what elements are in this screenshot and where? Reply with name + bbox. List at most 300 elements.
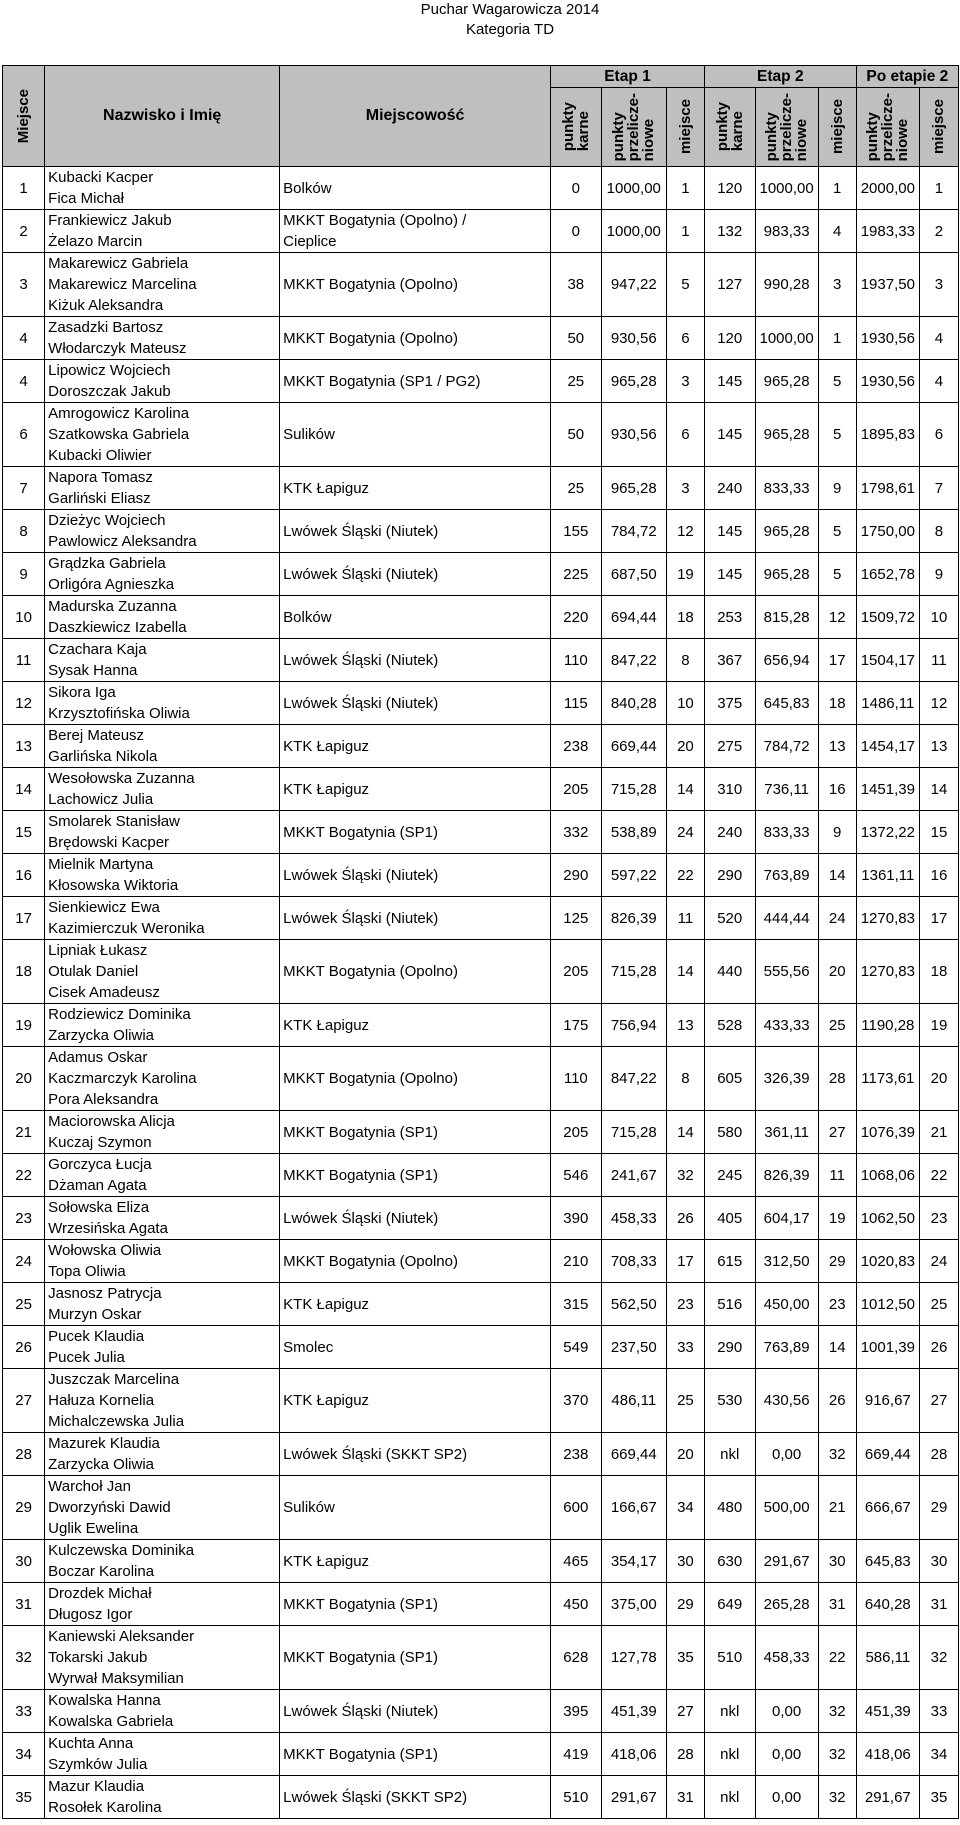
cell-e1-przeliczeniowe: 930,56 [601,317,666,360]
cell-names [45,1111,280,1154]
participant-name: Doroszczak Jakub [48,383,171,400]
table-row [3,1047,959,1111]
cell-e1-karne: 50 [551,317,602,360]
cell-names [45,725,280,768]
cell-names [45,167,280,210]
table-row [3,1690,959,1733]
cell-e2-przeliczeniowe: 784,72 [755,725,818,768]
cell-total-miejsce: 2 [919,210,958,253]
participant-name: Wesołowska Zuzanna [48,770,195,787]
cell-e2-karne: 145 [704,403,755,467]
cell-total-miejsce: 10 [919,596,958,639]
cell-e1-karne: 370 [551,1369,602,1433]
cell-total-miejsce: 3 [919,253,958,317]
cell-e2-przeliczeniowe: 965,28 [755,553,818,596]
cell-place: 1 [3,167,45,210]
cell-e2-karne: 367 [704,639,755,682]
table-header [3,66,959,167]
participant-name: Gorczyca Łucja [48,1156,152,1173]
cell-names [45,639,280,682]
cell-e2-przeliczeniowe: 0,00 [755,1433,818,1476]
table-row [3,167,959,210]
participant-name: Lipniak Łukasz [48,942,148,959]
cell-names [45,1154,280,1197]
cell-e1-karne: 110 [551,1047,602,1111]
cell-total-miejsce: 1 [919,167,958,210]
participant-name: Garlińska Nikola [48,748,158,765]
cell-place: 3 [3,253,45,317]
cell-e1-przeliczeniowe: 947,22 [601,253,666,317]
cell-city: MKKT Bogatynia (SP1) [280,1583,551,1626]
cell-city: Lwówek Śląski (Niutek) [280,682,551,725]
cell-e1-miejsce: 32 [666,1154,704,1197]
participant-name: Amrogowicz Karolina [48,405,190,422]
cell-e1-miejsce: 13 [666,1004,704,1047]
participant-name: Zarzycka Oliwia [48,1027,155,1044]
cell-total-miejsce: 32 [919,1626,958,1690]
cell-e1-przeliczeniowe: 715,28 [601,768,666,811]
cell-e1-przeliczeniowe: 538,89 [601,811,666,854]
cell-e1-miejsce: 27 [666,1690,704,1733]
cell-names [45,1004,280,1047]
cell-e1-miejsce: 6 [666,403,704,467]
cell-names [45,1369,280,1433]
cell-e1-miejsce: 1 [666,167,704,210]
table-row [3,768,959,811]
cell-e1-miejsce: 25 [666,1369,704,1433]
cell-e2-karne: 275 [704,725,755,768]
cell-e1-przeliczeniowe: 486,11 [601,1369,666,1433]
participant-name: Kaniewski Aleksander [48,1628,195,1645]
cell-total-przeliczeniowe: 1652,78 [856,553,919,596]
cell-e1-karne: 125 [551,897,602,940]
cell-city: MKKT Bogatynia (SP1) [280,1154,551,1197]
cell-e2-karne: 240 [704,811,755,854]
cell-e1-miejsce: 26 [666,1197,704,1240]
cell-city: Lwówek Śląski (Niutek) [280,510,551,553]
cell-e2-przeliczeniowe: 983,33 [755,210,818,253]
cell-e1-karne: 25 [551,467,602,510]
cell-e1-przeliczeniowe: 669,44 [601,725,666,768]
cell-e1-miejsce: 19 [666,553,704,596]
cell-e1-przeliczeniowe: 826,39 [601,897,666,940]
cell-total-przeliczeniowe: 1895,83 [856,403,919,467]
cell-e1-przeliczeniowe: 375,00 [601,1583,666,1626]
participant-name: Cisek Amadeusz [48,984,160,1001]
table-row [3,403,959,467]
cell-total-przeliczeniowe: 1930,56 [856,317,919,360]
table-row [3,682,959,725]
table-row [3,639,959,682]
cell-total-miejsce: 34 [919,1733,958,1776]
cell-names [45,1283,280,1326]
cell-city: MKKT Bogatynia (SP1) [280,1733,551,1776]
header-e1-miejsce: miejsce [666,88,704,167]
cell-total-przeliczeniowe: 1190,28 [856,1004,919,1047]
cell-place: 16 [3,854,45,897]
cell-names [45,768,280,811]
cell-e2-miejsce: 25 [818,1004,856,1047]
cell-total-przeliczeniowe: 586,11 [856,1626,919,1690]
cell-e1-karne: 155 [551,510,602,553]
cell-city: KTK Łapiguz [280,1369,551,1433]
cell-city: KTK Łapiguz [280,1540,551,1583]
cell-total-przeliczeniowe: 1937,50 [856,253,919,317]
cell-e2-karne: 290 [704,1326,755,1369]
cell-e1-przeliczeniowe: 241,67 [601,1154,666,1197]
cell-total-miejsce: 15 [919,811,958,854]
cell-e1-miejsce: 8 [666,1047,704,1111]
cell-place: 23 [3,1197,45,1240]
cell-names [45,1583,280,1626]
cell-e1-przeliczeniowe: 166,67 [601,1476,666,1540]
cell-e2-miejsce: 22 [818,1626,856,1690]
cell-e1-karne: 390 [551,1197,602,1240]
cell-total-miejsce: 28 [919,1433,958,1476]
cell-e2-karne: 480 [704,1476,755,1540]
cell-names [45,210,280,253]
cell-city: Smolec [280,1326,551,1369]
participant-name: Tokarski Jakub [48,1649,148,1666]
cell-total-miejsce: 4 [919,360,958,403]
cell-place: 24 [3,1240,45,1283]
cell-e1-miejsce: 14 [666,940,704,1004]
cell-e1-miejsce: 12 [666,510,704,553]
table-row [3,1240,959,1283]
cell-names [45,360,280,403]
cell-e1-karne: 600 [551,1476,602,1540]
cell-e1-miejsce: 3 [666,467,704,510]
cell-total-miejsce: 19 [919,1004,958,1047]
cell-names [45,1326,280,1369]
cell-e2-przeliczeniowe: 0,00 [755,1733,818,1776]
participant-name: Sienkiewicz Ewa [48,899,160,916]
cell-e1-karne: 332 [551,811,602,854]
cell-e1-karne: 510 [551,1776,602,1819]
cell-names [45,1690,280,1733]
cell-e2-miejsce: 31 [818,1583,856,1626]
cell-e2-miejsce: 29 [818,1240,856,1283]
cell-city: MKKT Bogatynia (SP1) [280,811,551,854]
cell-total-przeliczeniowe: 1076,39 [856,1111,919,1154]
participant-name: Napora Tomasz [48,469,153,486]
cell-e1-karne: 238 [551,1433,602,1476]
cell-e2-karne: 120 [704,167,755,210]
cell-city: Bolków [280,596,551,639]
cell-total-przeliczeniowe: 645,83 [856,1540,919,1583]
cell-e2-karne: 245 [704,1154,755,1197]
cell-city: Lwówek Śląski (Niutek) [280,897,551,940]
cell-total-miejsce: 17 [919,897,958,940]
participant-name: Uglik Ewelina [48,1520,139,1537]
table-row [3,1369,959,1433]
cell-total-przeliczeniowe: 1930,56 [856,360,919,403]
cell-e2-przeliczeniowe: 291,67 [755,1540,818,1583]
cell-total-przeliczeniowe: 291,67 [856,1776,919,1819]
participant-name: Wyrwał Maksymilian [48,1670,184,1687]
participant-name: Szymków Julia [48,1756,148,1773]
cell-e2-miejsce: 18 [818,682,856,725]
results-table [2,65,959,1819]
cell-e1-miejsce: 3 [666,360,704,403]
cell-e2-miejsce: 5 [818,510,856,553]
cell-e2-przeliczeniowe: 444,44 [755,897,818,940]
cell-e1-przeliczeniowe: 756,94 [601,1004,666,1047]
cell-total-miejsce: 24 [919,1240,958,1283]
page-subtitle: Kategoria TD [465,21,555,38]
cell-e2-przeliczeniowe: 458,33 [755,1626,818,1690]
participant-name: Michalczewska Julia [48,1413,185,1430]
table-row [3,1733,959,1776]
cell-e2-miejsce: 32 [818,1733,856,1776]
cell-e1-miejsce: 29 [666,1583,704,1626]
cell-e2-karne: 132 [704,210,755,253]
cell-e1-miejsce: 24 [666,811,704,854]
cell-names [45,682,280,725]
cell-e1-karne: 549 [551,1326,602,1369]
cell-e1-karne: 546 [551,1154,602,1197]
cell-city: KTK Łapiguz [280,467,551,510]
cell-e1-karne: 205 [551,1111,602,1154]
cell-e2-karne: 253 [704,596,755,639]
participant-name: Dworzyński Dawid [48,1499,171,1516]
cell-e1-miejsce: 34 [666,1476,704,1540]
cell-total-przeliczeniowe: 1504,17 [856,639,919,682]
cell-e1-przeliczeniowe: 715,28 [601,1111,666,1154]
cell-e2-miejsce: 32 [818,1433,856,1476]
cell-e1-karne: 210 [551,1240,602,1283]
cell-e1-przeliczeniowe: 847,22 [601,1047,666,1111]
cell-e1-karne: 628 [551,1626,602,1690]
header-e2-miejsce: miejsce [818,88,856,167]
cell-e2-przeliczeniowe: 604,17 [755,1197,818,1240]
cell-total-przeliczeniowe: 1486,11 [856,682,919,725]
cell-place: 9 [3,553,45,596]
cell-e1-miejsce: 28 [666,1733,704,1776]
cell-place: 22 [3,1154,45,1197]
cell-city: KTK Łapiguz [280,1283,551,1326]
cell-names [45,854,280,897]
cell-names [45,1476,280,1540]
cell-place: 17 [3,897,45,940]
cell-e2-przeliczeniowe: 1000,00 [755,167,818,210]
cell-total-miejsce: 21 [919,1111,958,1154]
cell-e1-przeliczeniowe: 562,50 [601,1283,666,1326]
cell-e1-karne: 110 [551,639,602,682]
cell-names [45,1540,280,1583]
cell-total-przeliczeniowe: 1270,83 [856,940,919,1004]
cell-total-miejsce: 35 [919,1776,958,1819]
cell-e1-karne: 450 [551,1583,602,1626]
cell-city: Lwówek Śląski (Niutek) [280,854,551,897]
cell-place: 19 [3,1004,45,1047]
participant-name: Lipowicz Wojciech [48,362,171,379]
cell-names [45,1733,280,1776]
cell-total-przeliczeniowe: 418,06 [856,1733,919,1776]
participant-name: Pora Aleksandra [48,1091,159,1108]
cell-e2-miejsce: 4 [818,210,856,253]
cell-total-przeliczeniowe: 1798,61 [856,467,919,510]
table-row [3,1326,959,1369]
participant-name: Kuchta Anna [48,1735,134,1752]
participant-name: Włodarczyk Mateusz [48,340,187,357]
cell-e1-karne: 38 [551,253,602,317]
cell-e2-miejsce: 30 [818,1540,856,1583]
cell-e2-miejsce: 28 [818,1047,856,1111]
cell-city: Lwówek Śląski (SKKT SP2) [280,1776,551,1819]
table-row [3,725,959,768]
participant-name: Rosołek Karolina [48,1799,162,1816]
cell-total-miejsce: 11 [919,639,958,682]
cell-e2-karne: nkl [704,1690,755,1733]
table-row [3,360,959,403]
cell-place: 18 [3,940,45,1004]
participant-name: Mazur Klaudia [48,1778,145,1795]
cell-e1-przeliczeniowe: 418,06 [601,1733,666,1776]
cell-total-przeliczeniowe: 1020,83 [856,1240,919,1283]
cell-e1-przeliczeniowe: 687,50 [601,553,666,596]
participant-name: Jasnosz Patrycja [48,1285,162,1302]
cell-e1-karne: 25 [551,360,602,403]
participant-name: Kaczmarczyk Karolina [48,1070,197,1087]
cell-e2-karne: 127 [704,253,755,317]
cell-e2-karne: 290 [704,854,755,897]
table-row [3,253,959,317]
page-title: Puchar Wagarowicza 2014 [420,1,600,18]
cell-e2-karne: 615 [704,1240,755,1283]
cell-total-przeliczeniowe: 1509,72 [856,596,919,639]
cell-place: 7 [3,467,45,510]
cell-city: KTK Łapiguz [280,725,551,768]
cell-city: MKKT Bogatynia (SP1 / PG2) [280,360,551,403]
cell-place: 31 [3,1583,45,1626]
participant-name: Długosz Igor [48,1606,133,1623]
cell-total-przeliczeniowe: 1451,39 [856,768,919,811]
table-row [3,1283,959,1326]
cell-e1-miejsce: 5 [666,253,704,317]
cell-e2-przeliczeniowe: 326,39 [755,1047,818,1111]
cell-names [45,897,280,940]
cell-e2-karne: 528 [704,1004,755,1047]
cell-e2-miejsce: 12 [818,596,856,639]
cell-place: 2 [3,210,45,253]
cell-city: KTK Łapiguz [280,768,551,811]
cell-e2-przeliczeniowe: 265,28 [755,1583,818,1626]
cell-total-miejsce: 25 [919,1283,958,1326]
participant-name: Lachowicz Julia [48,791,154,808]
cell-city: Lwówek Śląski (Niutek) [280,1690,551,1733]
cell-e2-miejsce: 26 [818,1369,856,1433]
cell-total-przeliczeniowe: 666,67 [856,1476,919,1540]
cell-total-miejsce: 12 [919,682,958,725]
cell-e1-przeliczeniowe: 451,39 [601,1690,666,1733]
cell-e2-karne: 440 [704,940,755,1004]
cell-e2-przeliczeniowe: 763,89 [755,1326,818,1369]
cell-names [45,467,280,510]
cell-e1-przeliczeniowe: 127,78 [601,1626,666,1690]
participant-name: Hałuza Kornelia [48,1392,155,1409]
cell-e1-miejsce: 18 [666,596,704,639]
cell-e2-karne: 649 [704,1583,755,1626]
cell-e1-przeliczeniowe: 458,33 [601,1197,666,1240]
cell-e2-przeliczeniowe: 433,33 [755,1004,818,1047]
cell-total-miejsce: 20 [919,1047,958,1111]
cell-e2-miejsce: 16 [818,768,856,811]
cell-e2-karne: nkl [704,1433,755,1476]
cell-place: 13 [3,725,45,768]
cell-total-miejsce: 26 [919,1326,958,1369]
cell-place: 34 [3,1733,45,1776]
cell-e2-przeliczeniowe: 833,33 [755,467,818,510]
cell-e2-przeliczeniowe: 645,83 [755,682,818,725]
cell-e2-miejsce: 32 [818,1690,856,1733]
cell-names [45,253,280,317]
cell-city: Bolków [280,167,551,210]
cell-place: 6 [3,403,45,467]
participant-name: Murzyn Oskar [48,1306,142,1323]
participant-name: Brędowski Kacper [48,834,170,851]
cell-e2-przeliczeniowe: 965,28 [755,403,818,467]
participant-name: Kowalska Gabriela [48,1713,174,1730]
cell-names [45,811,280,854]
cell-e1-miejsce: 6 [666,317,704,360]
cell-total-miejsce: 13 [919,725,958,768]
cell-e1-miejsce: 31 [666,1776,704,1819]
cell-e2-miejsce: 17 [818,639,856,682]
participant-name: Makarewicz Gabriela [48,255,189,272]
table-row [3,1540,959,1583]
cell-e2-przeliczeniowe: 833,33 [755,811,818,854]
participant-name: Madurska Zuzanna [48,598,177,615]
cell-e1-karne: 115 [551,682,602,725]
cell-e1-karne: 205 [551,940,602,1004]
cell-names [45,553,280,596]
cell-e1-przeliczeniowe: 840,28 [601,682,666,725]
participant-name: Pucek Julia [48,1349,125,1366]
cell-e2-karne: 405 [704,1197,755,1240]
cell-city: Sulików [280,403,551,467]
table-row [3,1476,959,1540]
participant-name: Sysak Hanna [48,662,138,679]
cell-e2-miejsce: 19 [818,1197,856,1240]
cell-e1-miejsce: 10 [666,682,704,725]
cell-names [45,1776,280,1819]
cell-total-miejsce: 22 [919,1154,958,1197]
cell-e2-karne: 145 [704,553,755,596]
cell-city: MKKT Bogatynia (Opolno) / Cieplice [280,210,551,253]
cell-e2-miejsce: 1 [818,167,856,210]
participant-name: Wrzesińska Agata [48,1220,168,1237]
cell-e2-karne: 145 [704,510,755,553]
table-row [3,553,959,596]
table-row [3,1111,959,1154]
cell-total-miejsce: 8 [919,510,958,553]
header-city: Miejscowość [280,66,551,167]
participant-name: Warchoł Jan [48,1478,131,1495]
cell-e1-miejsce: 17 [666,1240,704,1283]
table-row [3,596,959,639]
cell-city: KTK Łapiguz [280,1004,551,1047]
cell-place: 28 [3,1433,45,1476]
participant-name: Rodziewicz Dominika [48,1006,191,1023]
participant-name: Kulczewska Dominika [48,1542,195,1559]
cell-e2-karne: 605 [704,1047,755,1111]
participant-name: Frankiewicz Jakub [48,212,172,229]
cell-city: MKKT Bogatynia (Opolno) [280,1240,551,1283]
cell-place: 30 [3,1540,45,1583]
participant-name: Sikora Iga [48,684,116,701]
cell-e1-karne: 465 [551,1540,602,1583]
